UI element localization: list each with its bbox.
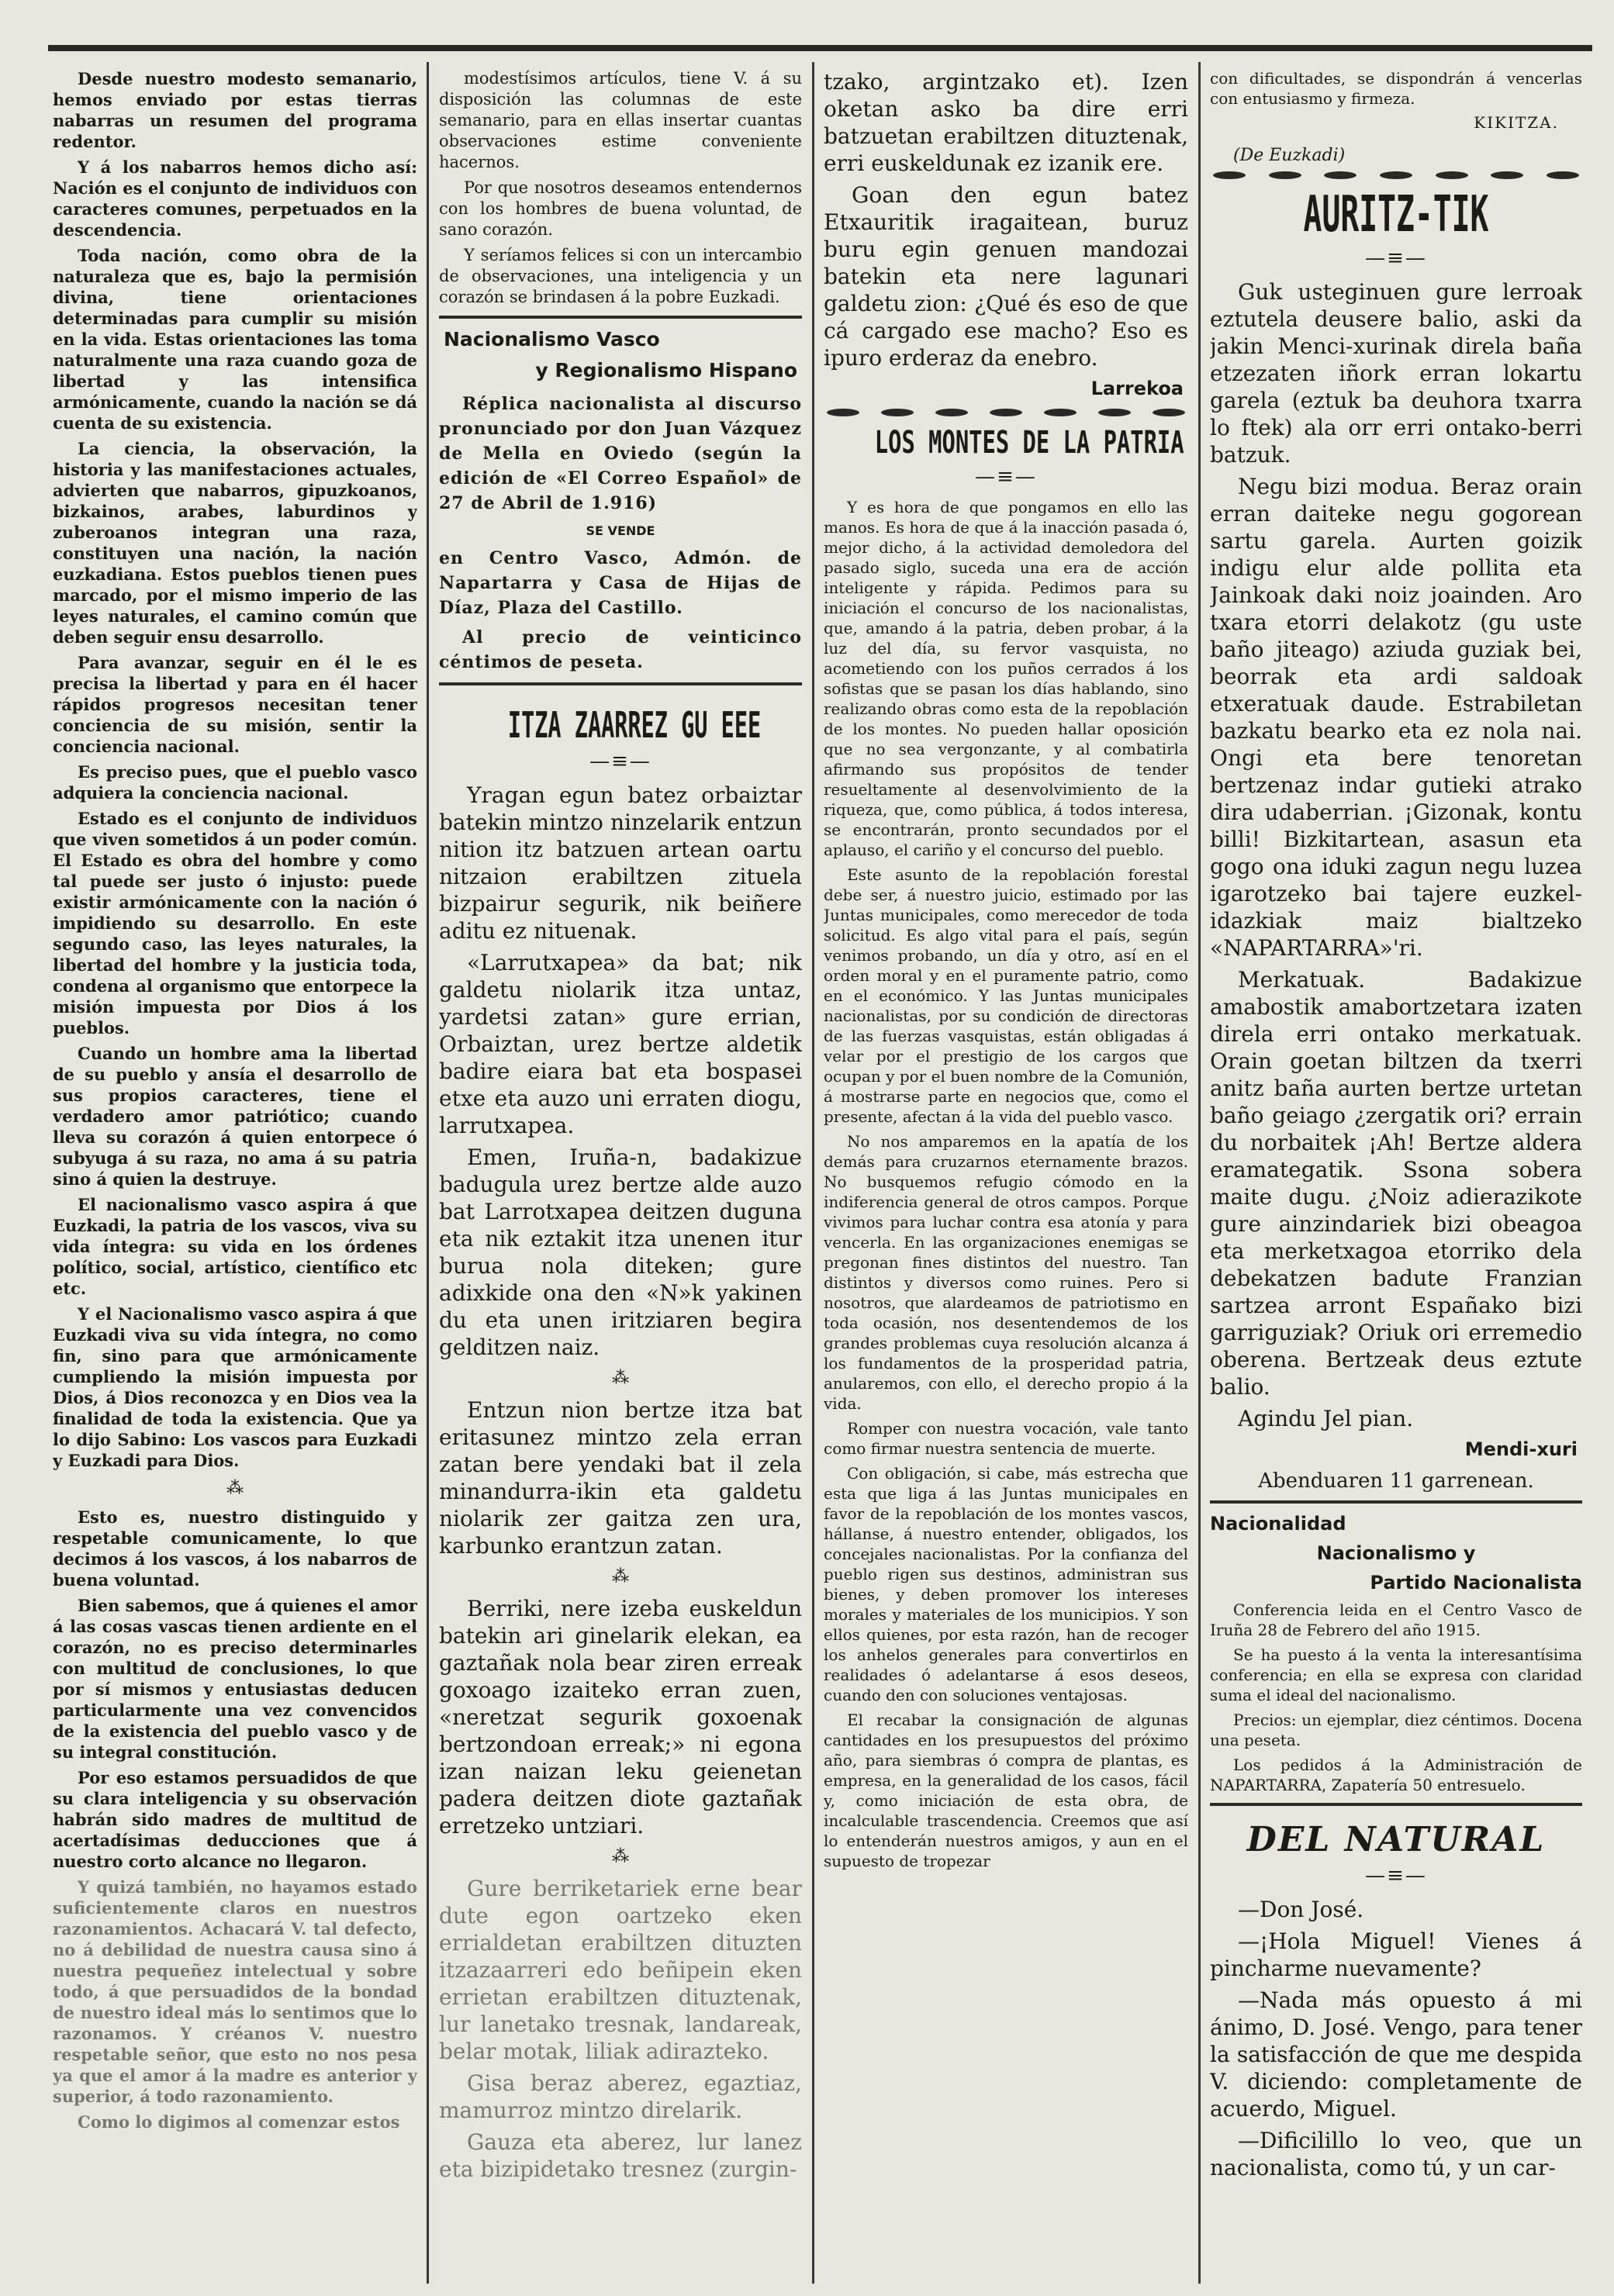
paragraph: Los pedidos á la Administración de NAPARTARRA, Zapatería 50 entresuelo. xyxy=(1210,1756,1582,1794)
paragraph: Con obligación, si cabe, más estrecha que esta que liga á las Juntas municipales en favor de la repoblación de los montes vascos, hállanse, á nuestro entender, obligados, los concejales nacionalistas. Por la confianza del pueblo rigen sus destinos, administran sus bienes, y deben promover los intereses morales y materiales de los municipios. Y son ellos quienes, por esta razón, han de recoger los anhelos generales para convertirlos en realidades ó adelantarse á esos deseos, cuando den con soluciones ventajosas. xyxy=(824,1464,1188,1704)
paragraph: Por eso estamos persuadidos de que su clara inteligencia y su observación habrán sido madres de multitud de acertadísimas deducciones que á nuestro corto alcance no llegaron. xyxy=(53,1768,417,1871)
paragraph: Y seríamos felices si con un intercambio de observaciones, una inteligencia y un corazón se brindasen á la pobre Euzkadi. xyxy=(439,246,802,306)
paragraph: La ciencia, la observación, la historia y las manifestaciones actuales, advierten que nabarros, gipuzkoanos, bizkainos, arabes, laburdinos y zuberoanos integran una raza, constituyen una nación, la nación euzkadiana. Estos pueblos tienen pues marcado, por el mismo imperio de las leyes naturales, el camino común que deben seguir ensu desarrollo. xyxy=(53,439,417,647)
paragraph: Berriki, nere izeba euskeldun batekin ari ginelarik elekan, ea gaztañak nola bear ziren erreak goxoago izaiteko erran zuen, «neretzat segurik goxoenak bertzondoan erreak;» ni egona izan naizan leku geienetan padera deitzen diote gaztañak erretzeko untziari. xyxy=(439,1596,802,1839)
paragraph: Bien sabemos, que á quienes el amor á las cosas vascas tienen ardiente en el corazón, no es preciso determinarles con multitud de conclusiones, lo que por sí mismos y entusiastas deducen particularmente una vez convencidos de la existencia del pueblo vasco y de su integral constitución. xyxy=(53,1596,417,1762)
paragraph: Estado es el conjunto de individuos que viven sometidos á un poder común. El Estado es obra del hombre y como tal puede ser justo ó injusto: puede existir armónicamente con la nación ó impidiendo su desarrollo. En este segundo caso, las leyes naturales, la libertad del hombre y la justicia toda, condena al organismo que entorpece la misión impuesta por Dios á los pueblos. xyxy=(53,809,417,1038)
source-note: (De Euzkadi) xyxy=(1233,146,1346,165)
paragraph: Precios: un ejemplar, diez céntimos. Docena una peseta. xyxy=(1210,1711,1582,1749)
ad-location: en Centro Vasco, Admón. de Napartarra y Casa de Hijas de Díaz, Plaza del Castillo. xyxy=(439,548,802,618)
article-title-wrap xyxy=(824,423,1188,463)
section-separator: ⁂ xyxy=(612,1567,629,1586)
paragraph: Y es hora de que pongamos en ello las manos. Es hora de que á la inacción pasada ó, mejor dicho, á la actividad demoledora del pasado siglo, suceda una era de acción inteligente y rápida. Pedimos para su iniciación el concurso de los nacionalistas, que, amando á la patria, deben probar, á la luz del día, su fervor vasquista, no acometiendo con los puños cerrados á los sofistas que se pasan los días hablando, sino realizando obras como esta de la repoblación de los montes. No pueden hallar oposición que no sea vergonzante, y al combatirla afirmando sus propósitos de tender resueltamente al desenvolvimiento de la riqueza, que, como pública, á todos interesa, se encontrarán, pronto secundados por el aplauso, el cariño y el concurso del pueblo. xyxy=(824,498,1188,859)
title-dash: —≡— xyxy=(1365,247,1427,270)
paragraph: —Nada más opuesto á mi ánimo, D. José. Vengo, para tener la satisfacción de que me despida V. diciendo: completamente de acuerdo, Miguel. xyxy=(1210,1987,1582,2122)
ad-title: y Regionalismo Hispano xyxy=(535,359,797,382)
article-title: LOS MONTES DE LA PATRIA xyxy=(874,425,1184,461)
paragraph: «Larrutxapea» da bat; nik galdetu niolarik itza untaz, yardetsi zatan» gure errian, Orbaiztan, urez bertze aldetik badire eiara bat eta bospasei etxe eta auzo uni erraten diogu, larrutxapea. xyxy=(439,950,802,1138)
title-dash: —≡— xyxy=(1365,1864,1427,1887)
column-1 xyxy=(53,68,417,2280)
divider xyxy=(1210,1803,1582,1806)
paragraph: Merkatuak. Badakizue amabostik amabortzetara izaten direla erri ontako merkatuak. Orain goetan biltzen da txerri anitz baña aurten bertze urtetan baño geiago ¿zergatik ori? errain du norbaitek ¡Ah! Bertze aldera eramategatik. Ssona sobera maite dugu. ¿Noiz adierazikote gure ainzindariek bizi obeagoa eta merketxagoa etorriko dela debekatzen badute Franzian sartzea arront Españako bizi garriguziak? Oriuk ori erremedio oberena. Bertzeak deus eztute balio. xyxy=(1210,967,1582,1400)
paragraph: Para avanzar, seguir en él le es precisa la libertad y para en él hacer rápidos progresos necesitan tener conciencia de su misión, sentir la conciencia nacional. xyxy=(53,653,417,756)
paragraph: Entzun nion bertze itza bat eritasunez mintzo zela erran zatan bere yendaki bat il zela minandurra-ikin eta galdetu niolarik zer gaitza zen ura, karbunko erantzun zatan. xyxy=(439,1397,802,1559)
column-rule xyxy=(427,62,429,2284)
paragraph: —Dificilillo lo veo, que un nacionalista, como tú, y un car- xyxy=(1210,2128,1582,2180)
ad-title: Nacionalismo Vasco xyxy=(444,328,660,350)
paragraph: Se ha puesto á la venta la interesantísima conferencia; en ella se expresa con claridad suma el ideal del nacionalismo. xyxy=(1210,1645,1582,1704)
title-dash: —≡— xyxy=(589,750,651,773)
paragraph: Guk usteginuen gure lerroak eztutela deusere balio, aski da jakin Menci-xurinak direla baña etzezaten iñork erran lokartu garela (eztuk ba deuhora txarra lo ftek) ala orr erri ontako-berri batzuk. xyxy=(1210,279,1582,468)
divider xyxy=(439,316,802,319)
paragraph: Este asunto de la repoblación forestal debe ser, á nuestro juicio, estimado por las Juntas municipales, como merecedor de toda solicitud. Es algo vital para el país, según venimos probando, un día y otro, así en el orden moral y en el puramente patrio, como en el económico. Y las Juntas municipales nacionalistas, por su condición de directoras de las fuerzas vasquistas, están obligadas á velar por el prestigio de los cargos que ocupan y por el buen nombre de la Comunión, á mostrarse parte en negocios que, como el presente, afectan á la vida del pueblo vasco. xyxy=(824,865,1188,1126)
paragraph: Cuando un hombre ama la libertad de su pueblo y ansía el desarrollo de sus propios caracteres, tiene el verdadero amor patriótico; cuando lleva su corazón á quien entorpece ó subyuga á su raza, no ama á su patria sino á quien la destruye. xyxy=(53,1044,417,1189)
column-3 xyxy=(824,68,1188,2280)
paragraph: No nos amparemos en la apatía de los demás para cruzarnos eternamente brazos. No busquemos refugio cómodo en la indiferencia general de otros campos. Porque vivimos para luchar contra esa atonía y para vencerla. En las organizaciones enemigas se pregonan fines distintos del nuestro. Tan distintos y diversos como ruines. Pero si nosotros, que alardeamos de patriotismo en toda ocasión, nos desentendemos de los grandes problemas cuya resolución alcanza á los fundamentos de la prosperidad patria, anularemos, con ello, el derecho propio á la vida. xyxy=(824,1132,1188,1413)
column-rule xyxy=(812,62,814,2284)
paragraph: modestísimos artículos, tiene V. á su disposición las columnas de este semanario, para en ellas insertar cuantas observaciones estime conveniente hacernos. xyxy=(439,69,802,171)
paragraph: Goan den egun batez Etxauritik iragaitean, buruz buru egin genuen mandozai batekin eta nere lagunari galdetu zion: ¿Qué és eso de que cá cargado ese macho? Eso es ipuro erderaz da enebro. xyxy=(824,182,1188,371)
paragraph: —Don José. xyxy=(1238,1897,1364,1922)
title-dash: —≡— xyxy=(975,465,1037,489)
paragraph: con dificultades, se dispondrán á vencerlas con entusiasmo y firmeza. xyxy=(1210,69,1582,108)
paragraph: Esto es, nuestro distinguido y respetable comunicamente, lo que decimos á los vascos, á los nabarros de buena voluntad. xyxy=(53,1507,417,1590)
article-title: ITZA ZAARREZ GU EEE xyxy=(507,704,762,746)
paragraph: tzako, argintzako et). Izen oketan asko ba dire erri batzuetan erabiltzen dituztenak, erri euskeldunak ez izanik ere. xyxy=(824,69,1188,176)
ad-sale-label: SE VENDE xyxy=(586,523,655,538)
paragraph: Por que nosotros deseamos entendernos con los hombres de buena voluntad, de sano corazón. xyxy=(439,178,802,239)
paragraph: Como lo digimos al comenzar estos xyxy=(78,2112,400,2132)
paragraph: El nacionalismo vasco aspira á que Euzkadi, la patria de los vascos, viva su vida íntegra: su vida en los órdenes político, social, artístico, científico etc etc. xyxy=(53,1195,417,1298)
ornament-rule xyxy=(1213,171,1579,179)
dateline: Abenduaren 11 garrenean. xyxy=(1258,1469,1534,1493)
section-separator: ⁂ xyxy=(612,1369,629,1388)
signature: Mendi-xuri xyxy=(1464,1438,1578,1460)
paragraph: Romper con nuestra vocación, vale tanto como firmar nuestra sentencia de muerte. xyxy=(824,1419,1188,1458)
section-separator: ⁂ xyxy=(226,1479,244,1498)
paragraph: Gure berriketariek erne bear dute egon oartzeko eken errialdetan erabiltzen dituzten itzazaarreri edo beñipein eken errietan erabiltzen dituztenak, lur lanetako tresnak, landareak, belar motak, liliak adirazteko. xyxy=(439,1876,802,2064)
paragraph: Toda nación, como obra de la naturaleza que es, bajo la permisión divina, tiene orientaciones determinadas para cumplir su misión en la vida. Estas orientaciones las toma naturalmente una raza cuando goza de libertad y las intensifica armónicamente, cuando la nación se dá cuenta de su existencia. xyxy=(53,246,417,433)
paragraph: Y el Nacionalismo vasco aspira á que Euzkadi viva su vida íntegra, no como fin, sino para que armónicamente cumpliendo la misión impuesta por Dios, á Dios reconozca y en Dios vea la finalidad de toda la existencia. Que ya lo dijo Sabino: Los vascos para Euzkadi y Euzkadi para Dios. xyxy=(53,1304,417,1470)
ad-title: Nacionalismo y xyxy=(1316,1542,1476,1564)
article-title: DEL NATURAL xyxy=(1246,1820,1546,1859)
divider xyxy=(1210,1500,1582,1504)
ad-title: Nacionalidad xyxy=(1210,1513,1346,1535)
column-2 xyxy=(439,68,802,2280)
paragraph: Negu bizi modua. Beraz orain erran daiteke negu gogorean sartu garela. Aurten goizik indigu elur alde pollita eta Jainkoak daki noiz joainden. Aro txara etorri delakotz (gu uste baño jiteago) aziuda guziak bei, beorrak eta ardi saldoak etxeratuak daude. Estrabiletan bazkatu bearko eta ez nola nai. Ongi eta bere tenoretan bertzenaz indar gutieki atrako dira udaberrian. ¡Gizonak, kontu billi! Bizkitartean, asasun eta gogo ona iduki zagun negu luzea igarotzeko bai tajere euzkel-idazkiak maiz bialtzeko «NAPARTARRA»'ri. xyxy=(1210,474,1582,961)
paragraph: Agindu Jel pian. xyxy=(1238,1406,1414,1431)
column-rule xyxy=(1198,62,1201,2284)
column-4 xyxy=(1210,68,1582,2280)
article-title-wrap xyxy=(439,703,802,747)
ad-price: Al precio de veinticinco céntimos de peseta. xyxy=(439,627,802,672)
ornament-rule xyxy=(827,409,1185,416)
paragraph: Conferencia leida en el Centro Vasco de Iruña 28 de Febrero del año 1915. xyxy=(1210,1600,1582,1639)
paragraph: Gisa beraz aberez, egaztiaz, mamurroz mintzo direlarik. xyxy=(439,2070,802,2123)
paragraph: Y quizá también, no hayamos estado suficientemente claros en nuestros razonamientos. Achacará V. tal defecto, no á debilidad de nuestra causa sino á nuestra pequeñez intelectual y sobre todo, á que persuadidos de la bondad de nuestro ideal más lo sentimos que lo razonamos. Y créanos V. nuestro respetable señor, que esto no nos pesa ya que el amor á la madre es anterior y superior, á todo razonamiento. xyxy=(53,1877,417,2106)
paragraph: Es preciso pues, que el pueblo vasco adquiera la conciencia nacional. xyxy=(53,762,417,803)
signature: Larrekoa xyxy=(1090,378,1184,399)
paragraph: Gauza eta aberez, lur lanez eta bizipidetako tresnez (zurgin- xyxy=(439,2129,802,2182)
ad-title: Partido Nacionalista xyxy=(1370,1572,1582,1593)
article-title: AURITZ-TIK xyxy=(1303,186,1489,243)
paragraph: —¡Hola Miguel! Vienes á pincharme nuevamente? xyxy=(1210,1928,1582,1981)
paragraph: El recabar la consignación de algunas cantidades en los presupuestos del próximo año, para siembras ó compra de plantas, es empresa, en la generalidad de los casos, fácil y, como iniciación de esta obra, de incalculable trascendencia. Creemos que así lo entenderán nuestros amigos, y aun en el supuesto de tropezar xyxy=(824,1711,1188,1870)
paragraph: Emen, Iruña-n, badakizue badugula urez bertze alde auzo bat Larrotxapea deitzen duguna eta nik eztakit itza unenen itur burua nola diteken; gure adixkide ona den «N»k yakinen du eta unen iritziaren begira gelditzen naiz. xyxy=(439,1145,802,1360)
ad-body: Réplica nacionalista al discurso pronunciado por don Juan Vázquez de Mella en Oviedo (según la edición de «El Correo Español» de 27 de Abril de 1.916) xyxy=(439,394,802,513)
paragraph: Yragan egun batez orbaiztar batekin mintzo ninzelarik entzun nition itz batzuen artean oartu nitzaion erabiltzen zituela bizpairur segurik, nik beiñere aditu ez nituenak. xyxy=(439,782,802,944)
signature: KIKITZA. xyxy=(1474,113,1559,132)
paragraph: Desde nuestro modesto semanario, hemos enviado por estas tierras nabarras un resumen del programa redentor. xyxy=(53,69,417,151)
top-rule xyxy=(48,45,1592,51)
section-separator: ⁂ xyxy=(612,1847,629,1866)
article-title-wrap xyxy=(1210,185,1582,244)
divider xyxy=(439,682,802,685)
paragraph: Y á los nabarros hemos dicho así: Nación es el conjunto de individuos con caracteres comunes, perpetuados en la descendencia. xyxy=(53,157,417,240)
